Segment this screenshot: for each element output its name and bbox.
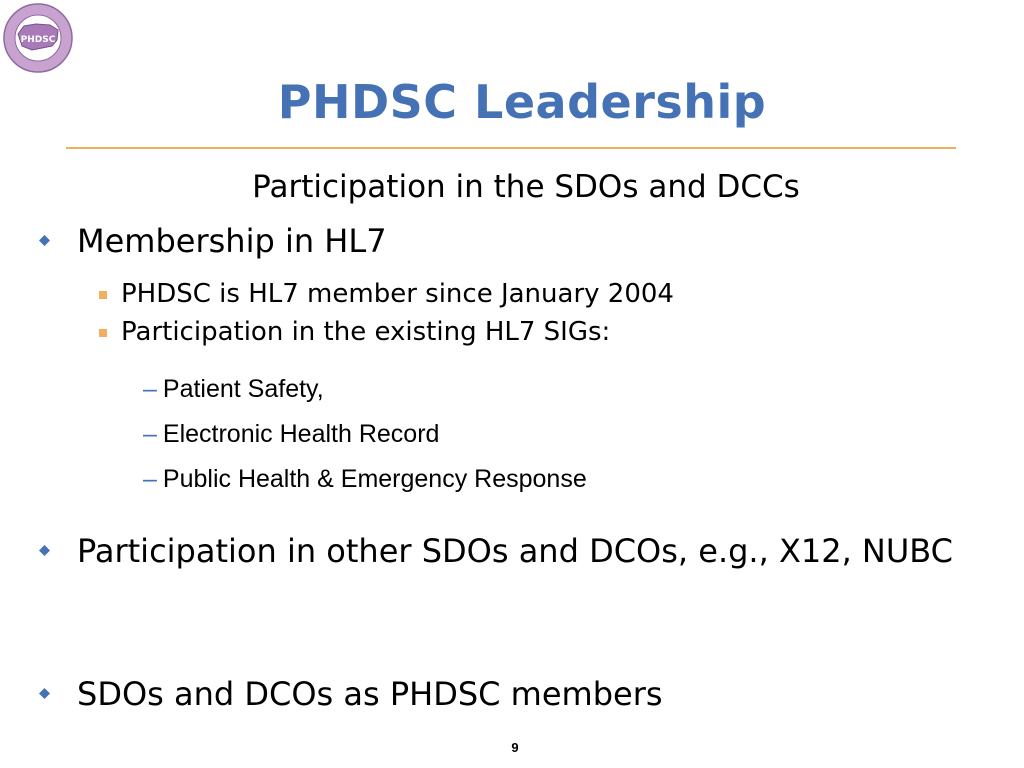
title-divider — [66, 147, 956, 149]
sub-bullet-member-since — [121, 278, 674, 310]
slide-subtitle: Participation in the SDOs and DCCs — [252, 169, 800, 205]
diamond-bullet-icon — [39, 545, 50, 556]
dash-bullet-icon: – — [143, 375, 157, 403]
page-number: 9 — [511, 740, 519, 755]
bullet-text: SDOs and DCOs as PHDSC members — [77, 675, 663, 713]
diamond-bullet-icon — [39, 688, 50, 699]
sub-bullet-sigs — [121, 316, 610, 348]
sig-text: Electronic Health Record — [162, 420, 440, 448]
square-bullet-icon — [99, 291, 107, 299]
diamond-bullet-icon — [39, 235, 50, 246]
square-bullet-icon — [99, 329, 107, 337]
sig-item-public-health — [143, 464, 587, 494]
bullet-membership — [77, 222, 387, 260]
bullet-other-sdos — [77, 532, 957, 570]
sig-item-ehr — [143, 419, 439, 449]
bullet-text: Participation in other SDOs and DCOs, e.g., X12, NUBC — [77, 532, 954, 570]
dash-bullet-icon: – — [143, 420, 157, 448]
slide-title: PHDSC Leadership — [277, 75, 767, 129]
bullet-text: Membership in HL7 — [77, 222, 387, 260]
svg-text:PHDSC: PHDSC — [20, 35, 56, 45]
bullet-text: Participation in the existing HL7 SIGs: — [121, 317, 611, 347]
sig-text: Patient Safety, — [162, 375, 324, 403]
bullet-text: PHDSC is HL7 member since January 2004 — [121, 279, 674, 309]
sig-item-patient-safety — [143, 374, 324, 404]
bullet-sdo-members — [77, 675, 663, 713]
sig-text: Public Health & Emergency Response — [162, 465, 587, 493]
dash-bullet-icon: – — [143, 465, 157, 493]
phdsc-logo — [2, 2, 74, 74]
